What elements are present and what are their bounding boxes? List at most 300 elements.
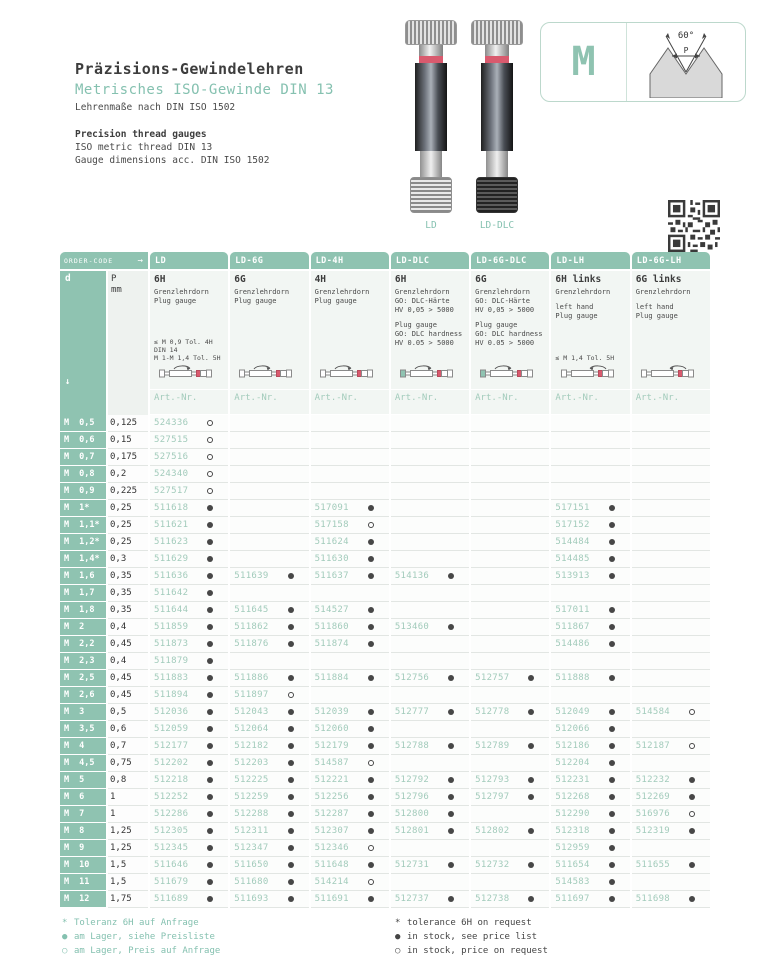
article-cell-ld [150,466,228,483]
article-cell-ld-6g-dlc [471,738,549,755]
legend-item [62,916,220,930]
size-cell [60,534,106,550]
stock-filled-dot-icon [448,573,454,579]
spec-text-line: GO: DLC hardness [475,330,543,338]
table-row [60,755,710,772]
size-cell [60,568,106,584]
thread-size: 3,5 [79,724,95,734]
stock-filled-dot-icon [207,743,213,749]
size-cell [60,602,106,618]
tolerance-class-label: 6H links [555,274,602,285]
spec-text-line: Plug gauge [635,312,678,320]
article-number: 514587 [314,758,349,768]
stock-open-circle-icon [207,420,213,426]
plug-gauge-photo-ld-dlc [468,20,526,213]
legend-text: in stock, price on request [407,946,548,956]
article-cell-ld-6g-dlc [471,415,549,432]
article-cell-ld-dlc [391,449,469,466]
size-cell [60,415,106,431]
spec-text-line: Plug gauge [394,321,437,329]
article-cell-ld [150,636,228,653]
spec-note-line: M 1-M 1,4 Tol. 5H [154,354,221,362]
size-cell [60,653,106,669]
article-cell-ld-4h [311,432,389,449]
article-number: 511618 [154,503,189,513]
thread-letter: M [64,690,70,700]
stock-filled-dot-icon [609,726,615,732]
thread-letter: M [64,435,70,445]
article-number: 517158 [314,520,349,530]
thread-letter: M [64,520,70,530]
article-cell-ld-6g-dlc [471,585,549,602]
article-cell-ld-4h [311,755,389,772]
table-row [60,534,710,551]
table-row [60,687,710,704]
spec-text-line: Plug gauge [314,297,357,305]
article-number: 512066 [555,724,590,734]
table-row [60,500,710,517]
pitch-cell: 0,15 [108,432,148,449]
legend-symbol: ○ [62,946,68,956]
article-cell-ld-6g-lh [632,483,710,500]
article-cell-ld-4h [311,772,389,789]
stock-open-circle-icon [368,879,374,885]
article-cell-ld-6g-dlc [471,874,549,891]
article-number: 512252 [154,792,189,802]
stock-filled-dot-icon [207,658,213,664]
article-cell-ld-lh [551,874,629,891]
stock-filled-dot-icon [207,709,213,715]
legend-symbol: * [395,918,401,928]
article-cell-ld-dlc [391,670,469,687]
stock-filled-dot-icon [609,624,615,630]
article-cell-ld-6g-dlc [471,449,549,466]
stock-filled-dot-icon [609,896,615,902]
article-cell-ld-6g-lh [632,653,710,670]
stock-filled-dot-icon [288,896,294,902]
stock-filled-dot-icon [448,624,454,630]
table-row [60,517,710,534]
stock-filled-dot-icon [288,675,294,681]
plug-gauge-icon [632,364,710,386]
spec-text-group [555,303,627,321]
article-cell-ld-6g [230,738,308,755]
thread-letter: M [64,843,70,853]
article-number: 511698 [635,894,671,904]
article-cell-ld-6g-dlc [471,704,549,721]
plug-gauge-icon [230,364,308,386]
article-cell-ld-dlc [391,789,469,806]
article-cell-ld-6g [230,483,308,500]
table-row [60,551,710,568]
article-number: 511876 [234,639,269,649]
spec-text-group [154,288,226,306]
article-cell-ld-6g-lh [632,721,710,738]
legend-symbol: ○ [395,946,401,956]
article-cell-ld-6g [230,551,308,568]
article-number: 524336 [154,418,189,428]
legend-symbol: ● [395,932,401,942]
article-cell-ld-6g-lh [632,619,710,636]
article-cell-ld-6g-dlc [471,602,549,619]
article-cell-ld-6g [230,857,308,874]
spec-text-line: Plug gauge [555,312,598,320]
article-cell-ld-4h [311,619,389,636]
stock-filled-dot-icon [288,862,294,868]
article-number: 512796 [394,792,430,802]
thread-size: 0,9 [79,486,95,496]
thread-size: 10 [79,860,90,870]
tolerance-class-label: 4H [314,274,327,285]
article-number: 514214 [314,877,349,887]
spec-header-row [60,271,710,389]
stock-filled-dot-icon [288,828,294,834]
article-cell-ld-lh [551,500,629,517]
spec-text-line: Grenzlehrdorn [154,288,209,296]
table-row [60,891,710,908]
stock-filled-dot-icon [609,760,615,766]
stock-filled-dot-icon [207,539,213,545]
article-number: 511860 [314,622,349,632]
thread-size: 5 [79,775,85,785]
article-number: 512182 [234,741,269,751]
stock-filled-dot-icon [368,828,374,834]
column-tab-ld-dlc: LD-DLC [391,252,469,269]
stock-filled-dot-icon [207,556,213,562]
article-number: 511629 [154,554,189,564]
article-number: 511894 [154,690,189,700]
article-number: 511897 [234,690,269,700]
plug-gauge-icon [311,364,389,386]
thread-letter: M [64,724,70,734]
stock-filled-dot-icon [368,607,374,613]
table-row [60,653,710,670]
article-cell-ld-6g [230,585,308,602]
article-cell-ld-4h [311,789,389,806]
legend-text: in stock, see price list [407,932,538,942]
thread-letter: M [64,826,70,836]
article-cell-ld [150,687,228,704]
stock-open-circle-icon [207,454,213,460]
article-cell-ld-lh [551,789,629,806]
article-cell-ld-lh [551,483,629,500]
spec-text-line: Grenzlehrdorn [635,288,691,296]
article-cell-ld [150,449,228,466]
article-cell-ld-6g [230,721,308,738]
article-cell-ld-6g-dlc [471,806,549,823]
article-number: 512064 [234,724,269,734]
order-code-arrow-icon: → [137,255,144,266]
tolerance-class-label: 6H [394,274,407,285]
article-number: 514527 [314,605,349,615]
stock-filled-dot-icon [288,811,294,817]
table-row [60,602,710,619]
article-number: 512307 [314,826,349,836]
spec-cell-ld-6g [230,271,308,389]
article-cell-ld [150,619,228,636]
article-cell-ld-6g [230,500,308,517]
thread-size: 2,2 [79,639,95,649]
article-cell-ld-4h [311,738,389,755]
article-cell-ld-4h [311,602,389,619]
article-cell-ld [150,806,228,823]
size-cell [60,704,106,720]
article-cell-ld [150,568,228,585]
article-number: 512043 [234,707,269,717]
plug-gauge-photo-ld [402,20,460,213]
article-cell-ld-6g [230,772,308,789]
spec-text-group [395,288,467,315]
order-code-header [60,252,148,269]
thread-size: 2,6 [79,690,95,700]
column-tab-ld-6g-dlc: LD-6G-DLC [471,252,549,269]
size-cell [60,857,106,873]
thread-letter: M [64,639,70,649]
article-cell-ld [150,772,228,789]
thread-letter: M [64,758,70,768]
pitch-cell: 0,35 [108,568,148,585]
article-cell-ld [150,500,228,517]
spec-text-line: HV 0,05 > 5000 [475,306,535,314]
pitch-cell: 0,45 [108,687,148,704]
spec-cell-ld-4h [311,271,389,389]
thread-letter: M [64,571,70,581]
stock-filled-dot-icon [368,726,374,732]
pitch-cell: 1,5 [108,857,148,874]
size-cell [60,517,106,533]
article-number: 512187 [635,741,671,751]
article-number: 512286 [154,809,189,819]
article-number: 512203 [234,758,269,768]
size-cell [60,585,106,601]
thread-size: 3 [79,707,85,717]
article-cell-ld-dlc [391,704,469,721]
article-cell-ld-6g-lh [632,891,710,908]
spec-text-group [555,288,627,297]
size-cell [60,449,106,465]
stock-open-circle-icon [207,488,213,494]
thread-size: 2 [79,622,85,632]
article-cell-ld-6g-dlc [471,432,549,449]
article-cell-ld-dlc [391,653,469,670]
stock-filled-dot-icon [448,811,454,817]
article-cell-ld-6g-lh [632,500,710,517]
thread-size: 8 [79,826,85,836]
column-tab-ld-6g: LD-6G [230,252,308,269]
article-cell-ld-6g-lh [632,602,710,619]
order-code-tabs-row [60,252,710,269]
size-cell [60,432,106,448]
article-cell-ld-dlc [391,721,469,738]
thread-size: 6 [79,792,85,802]
article-cell-ld-6g-dlc [471,755,549,772]
pitch-cell: 0,4 [108,619,148,636]
size-cell [60,500,106,516]
stock-filled-dot-icon [448,896,454,902]
article-number: 512269 [635,792,671,802]
art-nr-header-ld-6g-lh: Art.-Nr. [632,390,710,414]
article-cell-ld-dlc [391,568,469,585]
article-number: 512256 [314,792,349,802]
spec-text-line: Grenzlehrdorn [555,288,611,296]
article-cell-ld-4h [311,568,389,585]
article-number: 517152 [555,520,590,530]
thread-letter: M [64,860,70,870]
stock-open-circle-icon [368,845,374,851]
article-cell-ld-4h [311,653,389,670]
article-number: 512793 [475,775,510,785]
article-cell-ld-4h [311,823,389,840]
article-cell-ld [150,585,228,602]
article-number: 511679 [154,877,189,887]
article-cell-ld-6g-lh [632,823,710,840]
article-cell-ld-dlc [391,551,469,568]
article-cell-ld [150,857,228,874]
stock-filled-dot-icon [207,590,213,596]
stock-filled-dot-icon [207,879,213,885]
stock-filled-dot-icon [448,862,454,868]
article-number: 512186 [555,741,590,751]
pitch-cell: 0,75 [108,755,148,772]
thread-letter: M [64,809,70,819]
article-cell-ld-6g-dlc [471,551,549,568]
article-cell-ld [150,823,228,840]
stock-filled-dot-icon [368,709,374,715]
article-cell-ld-4h [311,891,389,908]
article-cell-ld-6g-lh [632,551,710,568]
article-cell-ld-6g [230,806,308,823]
size-cell [60,636,106,652]
stock-filled-dot-icon [288,794,294,800]
article-cell-ld-6g-dlc [471,891,549,908]
article-cell-ld-6g-lh [632,738,710,755]
article-number: 512757 [475,673,510,683]
article-number: 512218 [154,775,189,785]
article-number: 511693 [234,894,269,904]
article-number: 511648 [314,860,349,870]
stock-filled-dot-icon [528,709,534,715]
stock-filled-dot-icon [207,522,213,528]
article-number: 514486 [555,639,590,649]
article-cell-ld-4h [311,840,389,857]
stock-filled-dot-icon [207,862,213,868]
article-cell-ld-6g-dlc [471,840,549,857]
pitch-cell: 0,25 [108,500,148,517]
article-cell-ld-6g-dlc [471,619,549,636]
size-cell [60,687,106,703]
article-number: 512738 [475,894,510,904]
table-row [60,823,710,840]
article-cell-ld-lh [551,721,629,738]
thread-letter: M [64,486,70,496]
article-cell-ld-6g [230,602,308,619]
stock-filled-dot-icon [528,675,534,681]
spec-note [555,354,614,362]
article-number: 512060 [314,724,349,734]
article-cell-ld-6g-lh [632,670,710,687]
article-number: 511630 [314,554,349,564]
stock-filled-dot-icon [448,675,454,681]
article-cell-ld-4h [311,466,389,483]
article-number: 512756 [394,673,430,683]
article-cell-ld-6g [230,466,308,483]
pitch-cell: 0,35 [108,585,148,602]
article-cell-ld-6g-lh [632,806,710,823]
pitch-cell: 1 [108,806,148,823]
spec-text-line: GO: DLC-Härte [475,297,530,305]
pitch-label: P [111,274,117,284]
pitch-column-header [108,271,148,415]
stock-filled-dot-icon [207,505,213,511]
table-row [60,806,710,823]
article-number: 527517 [154,486,189,496]
stock-filled-dot-icon [609,675,615,681]
stock-filled-dot-icon [528,777,534,783]
article-cell-ld [150,891,228,908]
article-cell-ld-lh [551,670,629,687]
article-cell-ld-lh [551,636,629,653]
article-number: 511639 [234,571,269,581]
article-cell-ld-dlc [391,823,469,840]
art-nr-header-ld-6g: Art.-Nr. [230,390,308,414]
stock-filled-dot-icon [368,794,374,800]
tolerance-class-label: 6G [475,274,487,285]
stock-open-circle-icon [689,811,695,817]
article-cell-ld-6g-lh [632,687,710,704]
article-cell-ld-dlc [391,415,469,432]
article-cell-ld [150,432,228,449]
article-number: 511874 [314,639,349,649]
article-number: 511859 [154,622,189,632]
page-note-de: Lehrenmaße nach DIN ISO 1502 [75,102,236,113]
size-cell [60,840,106,856]
article-cell-ld [150,738,228,755]
size-cell [60,772,106,788]
article-cell-ld-6g-dlc [471,534,549,551]
article-number: 511624 [314,537,349,547]
article-number: 512318 [555,826,590,836]
article-cell-ld-dlc [391,772,469,789]
article-cell-ld-lh [551,823,629,840]
article-cell-ld-6g [230,891,308,908]
legend-item [395,930,548,944]
article-cell-ld-6g [230,534,308,551]
spec-text-line: left hand [555,303,594,311]
thread-type-letter: M [571,39,596,85]
article-number: 514485 [555,554,590,564]
art-nr-header-row [60,390,710,414]
table-row [60,738,710,755]
spec-text-group [475,288,547,315]
article-number: 511883 [154,673,189,683]
table-row [60,619,710,636]
article-number: 514584 [635,707,671,717]
article-cell-ld-6g-lh [632,857,710,874]
article-cell-ld-6g [230,653,308,670]
article-cell-ld-lh [551,466,629,483]
article-number: 512290 [555,809,590,819]
article-cell-ld-4h [311,585,389,602]
article-number: 511654 [555,860,590,870]
article-cell-ld-lh [551,585,629,602]
plug-gauge-icon [471,364,549,386]
article-cell-ld-6g-dlc [471,466,549,483]
article-number: 512346 [314,843,349,853]
table-row [60,568,710,585]
thread-letter: M [64,792,70,802]
article-number: 511862 [234,622,269,632]
stock-filled-dot-icon [368,896,374,902]
